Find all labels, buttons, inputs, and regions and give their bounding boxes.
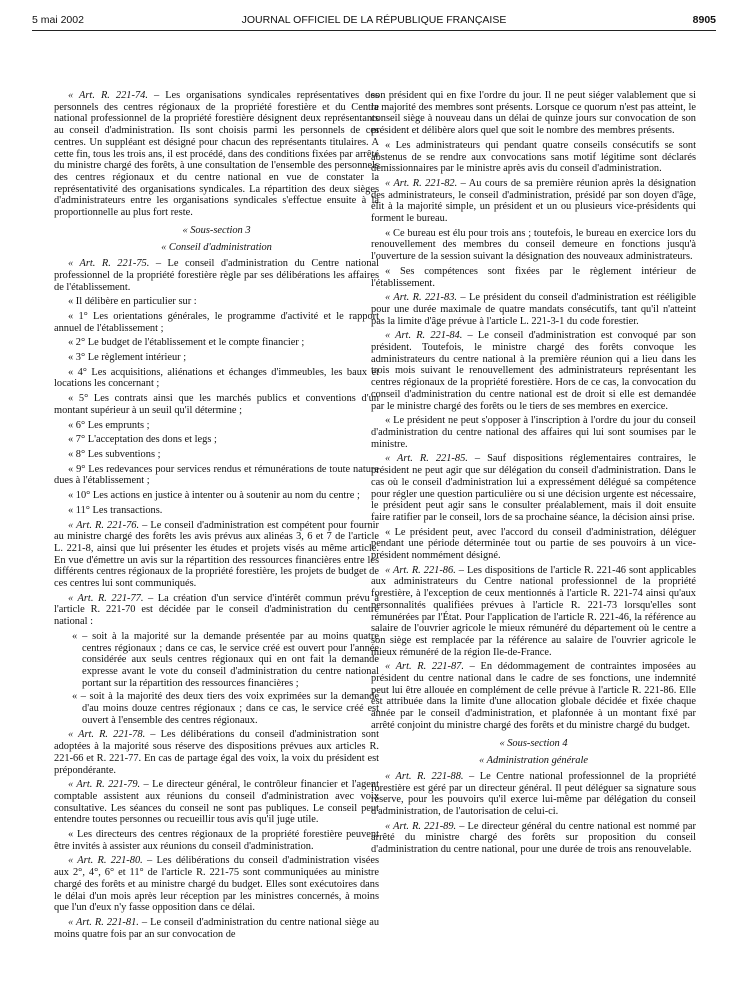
right-column bbox=[371, 90, 696, 859]
paragraph: « Ses compétences sont fixées par le règlement intérieur de l'établissement. bbox=[371, 265, 696, 289]
dash-item: « – soit à la majorité sur la demande présentée par au moins quatre centres régionaux ; dans ce cas, le service créé est ouvert pour l'année considérée aux seuls centres régionaux qui en ont fait la demande expresse avant le vote du conseil d'administration du centre national portant sur la répartition des ressources financières ; bbox=[72, 630, 379, 689]
paragraph: « Le président ne peut s'opposer à l'inscription à l'ordre du jour du conseil d'administration du centre national des affaires qui lui sont soumises par le ministre. bbox=[371, 415, 696, 450]
paragraph: « Les directeurs des centres régionaux de la propriété forestière peuvent être invités à assister aux réunions du conseil d'administration. bbox=[54, 829, 379, 852]
article-paragraph: « Art. R. 221-78. – Les délibérations du conseil d'administration sont adoptées à la majorité sous réserve des dispositions prévues aux articles R. 221-66 et R. 221-77. En cas de partage égal des voix, la voix du président est prépondérante. bbox=[54, 729, 379, 776]
page-header bbox=[32, 14, 716, 30]
article-paragraph: « Art. R. 221-75. – Le conseil d'administration du Centre national professionnel de la propriété forestière règle par ses délibérations les affaires de l'établissement. bbox=[54, 258, 380, 293]
header-rule bbox=[32, 30, 716, 31]
article-paragraph: « Art. R. 221-83. – Le président du conseil d'administration est rééligible pour une durée maximale de quatre mandats consécutifs, tant qu'il n'atteint pas la limite d'âge prévue à l'article L. 221-3-1 du code forestier. bbox=[371, 292, 697, 327]
list-item: « 6° Les emprunts ; bbox=[68, 419, 150, 431]
list-item: « 3° Le règlement intérieur ; bbox=[68, 352, 187, 364]
article-paragraph: « Art. R. 221-74. – Les organisations syndicales représentatives des personnels des centres régionaux de la propriété forestière et du Centre national professionnel de la propriété forestière désignent deux représentants au conseil d'administration. Ils sont choisis parmi les personnels de ces centres. Un suppléant est désigné pour chacun des représentants titulaires. A cette fin, tous les trois ans, il est procédé, dans des conditions fixées par arrêté du ministre chargé des forêts, à une consultation de l'ensemble des personnels des centres régionaux et du centre national en vue de constater la représentativité des organisations syndicales. La répartition des deux sièges d'administrateurs entre les organisations syndicales s'effectue ensuite à la proportionnelle au plus fort reste. bbox=[54, 90, 379, 219]
dash-item: « – soit à la majorité des deux tiers des voix exprimées sur la demande d'au moins douze centres régionaux ; dans ce cas, le service créé est ouvert à l'ensemble des centres régionaux. bbox=[72, 691, 379, 726]
article-paragraph: « Art. R. 221-82. – Au cours de sa première réunion après la désignation des administrateurs, le conseil d'administration, présidé par son doyen d'âge, élit à la majorité simple, un président et un ou plusieurs vice-présidents qui forment le bureau. bbox=[371, 177, 696, 225]
subsection-title: « Administration générale bbox=[479, 755, 588, 767]
subsection-title: « Conseil d'administration bbox=[161, 242, 272, 254]
paragraph: son président qui en fixe l'ordre du jour. Il ne peut siéger valablement que si la majorité des membres sont présents. Lorsque ce quorum n'est pas atteint, le conseil siège à nouveau dans un délai de quinze jours sur convocation de son président et délibère alors quel que soit le nombre des membres présents. bbox=[371, 90, 696, 137]
subsection-heading: « Sous-section 4 bbox=[499, 737, 568, 749]
list-item: « 1° Les orientations générales, le programme d'activité et le rapport annuel de l'établissement ; bbox=[54, 310, 379, 334]
article-paragraph: « Art. R. 221-87. – En dédommagement de contraintes imposées au président du centre national dans le cadre de ses fonctions, une indemnité peut lui être allouée en complément de celle prévue à l'article R. 221-86. Elle est attribuée dans la limite d'une allocation globale décidée et fixée chaque année par le conseil d'administration, et plafonnée à un montant fixé par arrêté conjoint du ministre chargé des forêts et du ministre chargé du budget. bbox=[371, 661, 696, 731]
paragraph: « Ce bureau est élu pour trois ans ; toutefois, le bureau en exercice lors du renouvellement des membres du conseil demeure en fonctions jusqu'à l'ouverture de la session suivant la désignation des nouveaux administrateurs. bbox=[371, 227, 696, 263]
list-item: « 11° Les transactions. bbox=[68, 504, 163, 516]
article-paragraph: « Art. R. 221-84. – Le conseil d'administration est convoqué par son président. Toutefois, le ministre chargé des forêts convoque les administrateurs du centre national à la première réunion qui a lieu dans les trois mois suivant le renouvellement des administrateurs représentant les centres régionaux de la propriété forestière. Hors de ce cas, la convocation du conseil d'administration du centre national est de droit si elle est demandée par le ministre chargé des forêts ou le tiers de ses membres en exercice. bbox=[371, 330, 696, 412]
subsection-heading: « Sous-section 3 bbox=[182, 224, 251, 236]
list-item: « 8° Les subventions ; bbox=[68, 448, 161, 460]
list-item: « 9° Les redevances pour services rendus et rémunérations de toute nature dues à l'établissement ; bbox=[54, 463, 379, 487]
paragraph: « Les administrateurs qui pendant quatre conseils consécutifs se sont abstenus de se rendre aux convocations sans motif légitime sont déclarés démissionnaires par le ministre après avis du conseil d'administration. bbox=[371, 139, 696, 175]
journal-title: JOURNAL OFFICIEL DE LA RÉPUBLIQUE FRANÇAISE bbox=[241, 14, 507, 26]
paragraph: « Le président peut, avec l'accord du conseil d'administration, déléguer pendant une période déterminée tout ou partie de ses pouvoirs à un vice-président nommément désigné. bbox=[371, 526, 696, 562]
paragraph: « Il délibère en particulier sur : bbox=[68, 296, 197, 308]
left-column bbox=[54, 90, 379, 943]
article-paragraph: « Art. R. 221-85. – Sauf dispositions réglementaires contraires, le président ne peut agir que sur délégation du conseil d'administration. Dans le cas où le conseil d'administration lui a expressément délégué sa compétence pour régler une question particulière ou si une décision urgente est nécessaire, le président peut agir sans le consulter préalablement, mais il doit ensuite faire ratifier par le conseil, lors de sa prochaine séance, la décision ainsi prise. bbox=[371, 453, 697, 523]
article-paragraph: « Art. R. 221-89. – Le directeur général du centre national est nommé par arrêté du ministre chargé des forêts sur proposition du conseil d'administration du centre national, pour une durée de trois ans renouvelable. bbox=[371, 820, 696, 856]
dash-list bbox=[54, 631, 379, 727]
article-paragraph: « Art. R. 221-81. – Le conseil d'administration du centre national siège au moins quatre fois par an sur convocation de bbox=[54, 917, 380, 940]
article-paragraph: « Art. R. 221-80. – Les délibérations du conseil d'administration visées aux 2°, 4°, 6° et 11° de l'article R. 221-75 sont communiquées au ministre chargé des forêts et au ministre chargé du budget. Elles sont exécutoires dans le délai d'un mois après leur réception par les ministres concernés, à moins que l'un d'eux n'y fasse opposition dans ce délai. bbox=[54, 855, 379, 914]
article-paragraph: « Art. R. 221-77. – La création d'un service d'intérêt commun prévu à l'article R. 221-70 est décidée par le conseil d'administration du centre national : bbox=[54, 592, 379, 628]
list-item: « 10° Les actions en justice à intenter ou à soutenir au nom du centre ; bbox=[68, 490, 360, 502]
article-paragraph: « Art. R. 221-79. – Le directeur général, le contrôleur financier et l'agent comptable assistent aux réunions du conseil d'administration avec voix consultative. Les séances du conseil ne sont pas publiques. Le conseil peut entendre toutes personnes ou recueillir tous avis qu'il juge utile. bbox=[54, 779, 379, 826]
issue-date: 5 mai 2002 bbox=[32, 14, 84, 26]
article-paragraph: « Art. R. 221-76. – Le conseil d'administration est compétent pour fournir au ministre chargé des forêts les avis prévus aux alinéas 3, 6 et 7 de l'article L. 221-8, ainsi que lui présenter les études et projets visés au même article. En vue d'émettre un avis sur la répartition des ressources financières entre les différents centres régionaux de la propriété forestière, les projets de budget de ces centres lui sont communiqués. bbox=[54, 519, 379, 590]
list-item: « 7° L'acceptation des dons et legs ; bbox=[68, 434, 217, 446]
article-paragraph: « Art. R. 221-88. – Le Centre national professionnel de la propriété forestière est géré par un directeur général. Il peut déléguer sa signature sous réserve, pour les pouvoirs qu'il exerce lui-même par délégation du conseil d'administration, de l'autorisation de celui-ci. bbox=[371, 770, 696, 818]
list-item: « 2° Le budget de l'établissement et le compte financier ; bbox=[68, 337, 305, 349]
article-paragraph: « Art. R. 221-86. – Les dispositions de l'article R. 221-46 sont applicables aux administrateurs du Centre national professionnel de la propriété forestière, à l'exception de ceux mentionnés à l'article R. 221-74 ainsi qu'aux personnalités qualifiées prévues à l'article R. 221-73 lorsqu'elles sont rémunérées par l'État. Pour l'application de l'article R. 221-46, la référence au salaire de l'ouvrier agricole le mieux rémunéré du département où le centre a son siège est remplacée par la référence au salaire de l'ouvrier agricole le mieux rémunéré de la région Ile-de-France. bbox=[371, 564, 696, 658]
list-item: « 4° Les acquisitions, aliénations et échanges d'immeubles, les baux et locations les concernant ; bbox=[54, 366, 379, 390]
list-item: « 5° Les contrats ainsi que les marchés publics et conventions d'un montant supérieur à un seuil qu'il détermine ; bbox=[54, 393, 379, 416]
page-number: 8905 bbox=[692, 14, 716, 26]
